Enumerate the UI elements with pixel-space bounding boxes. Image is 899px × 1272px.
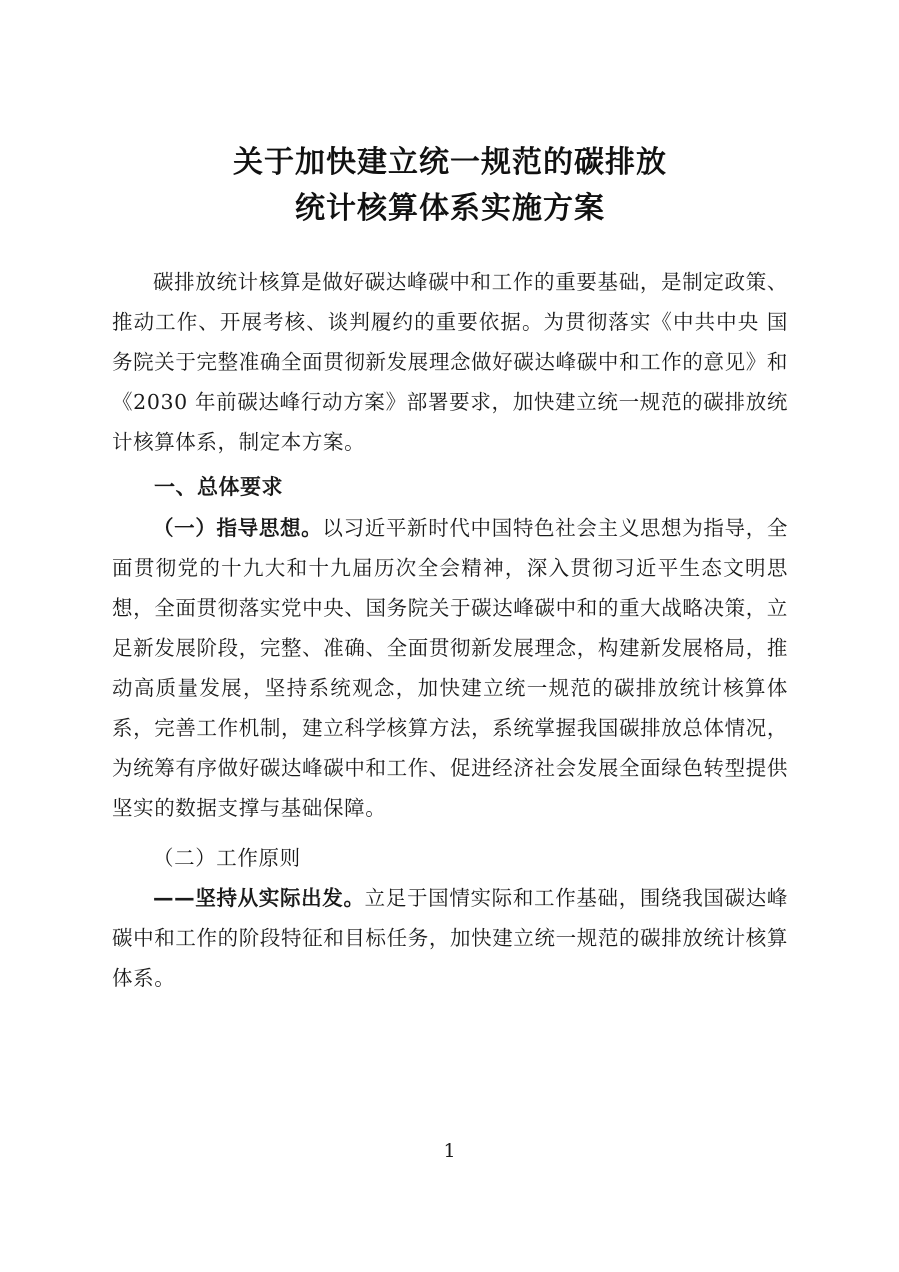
document-body	[112, 140, 788, 998]
page-number: 1	[443, 1140, 456, 1162]
intro-paragraph: 碳排放统计核算是做好碳达峰碳中和工作的重要基础，是制定政策、推动工作、开展考核、谈判履约的重要依据。为贯彻落实《中共中央 国务院关于完整准确全面贯彻新发展理念做好碳达峰碳中和工作的意见》和《2030 年前碳达峰行动方案》部署要求，加快建立统一规范的碳排放统计核算体系，制定本方案。	[112, 270, 788, 454]
subsection-1-text: 以习近平新时代中国特色社会主义思想为指导，全面贯彻党的十九大和十九届历次全会精神，深入贯彻习近平生态文明思想，全面贯彻落实党中央、国务院关于碳达峰碳中和的重大战略决策，立足新发展阶段，完整、准确、全面贯彻新发展理念，构建新发展格局，推动高质量发展，坚持系统观念，加快建立统一规范的碳排放统计核算体系，完善工作机制，建立科学核算方法，系统掌握我国碳排放总体情况，为统筹有序做好碳达峰碳中和工作、促进经济社会发展全面绿色转型提供坚实的数据支撑与基础保障。	[112, 516, 788, 820]
page-title	[112, 140, 788, 232]
subsection-2-title: （二）工作原则	[153, 846, 301, 870]
section-heading-1: 一、总体要求	[154, 475, 283, 499]
item-1-text: 立足于国情实际和工作基础，围绕我国碳达峰碳中和工作的阶段特征和目标任务，加快建立统一规范的碳排放统计核算体系。	[112, 886, 789, 990]
subsection-1-lead: （一）指导思想。	[153, 516, 323, 540]
item-1-lead: ——坚持从实际出发。	[153, 886, 365, 910]
subsection-1	[112, 508, 788, 828]
title-line-2: 统计核算体系实施方案	[295, 191, 605, 226]
title-line-1: 关于加快建立统一规范的碳排放	[233, 145, 667, 180]
item-1	[112, 878, 788, 998]
paragraph-spacer	[112, 828, 788, 838]
